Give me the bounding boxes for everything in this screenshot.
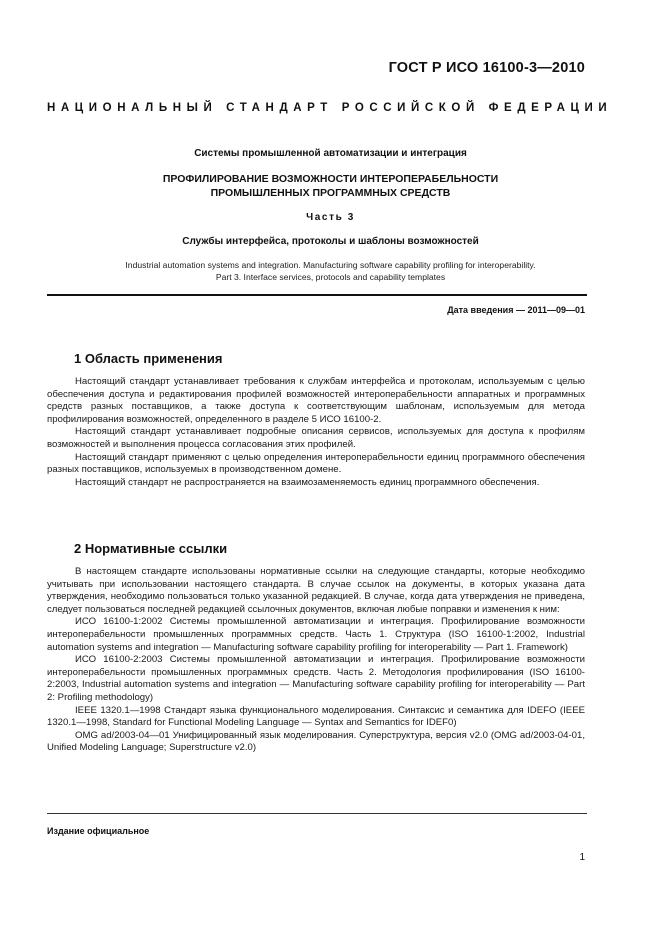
title-english-line2: Part 3. Interface services, protocols and capability templates	[215, 271, 446, 282]
section-2-heading: 2 Нормативные ссылки	[74, 541, 228, 556]
section-2-paragraph: ИСО 16100-2:2003 Системы промышленной автоматизации и интеграция. Профилирование возможности интероперабельности промышленных программных средств. Часть 2. Методология профилирования (ISO 16100-2:2003, Industrial automation systems and integration — Manufacturing software capability profiling for interoperability — Part 2: Profiling methodology)	[47, 654, 585, 703]
national-standard-banner: НАЦИОНАЛЬНЫЙ СТАНДАРТ РОССИЙСКОЙ ФЕДЕРАЦИИ	[47, 102, 613, 114]
title-systems: Системы промышленной автоматизации и интеграция	[194, 148, 467, 159]
page-number: 1	[579, 852, 585, 863]
title-profiling-line2: ПРОМЫШЛЕННЫХ ПРОГРАММНЫХ СРЕДСТВ	[210, 187, 451, 199]
title-divider	[47, 294, 587, 296]
title-part: Часть 3	[306, 212, 355, 223]
title-english-line1: Industrial automation systems and integration. Manufacturing software capability profiling for interoperability.	[125, 260, 536, 270]
standard-code: ГОСТ Р ИСО 16100-3—2010	[388, 60, 585, 76]
section-1-paragraph: Настоящий стандарт не распространяется на взаимозаменяемость единиц программного обеспечения.	[75, 476, 540, 488]
introduction-date: Дата введения — 2011—09—01	[447, 305, 585, 315]
section-1-paragraph: Настоящий стандарт устанавливает подробные описания сервисов, используемых для доступа к профилям возможностей и выполнения процесса согласования этих профилей.	[47, 426, 585, 450]
title-profiling	[0, 172, 661, 200]
section-2-paragraph: В настоящем стандарте использованы нормативные ссылки на следующие стандарты, которые необходимо учитывать при использовании настоящего стандарта. В случае ссылок на документы, в которых указана дата утверждения, необходимо пользоваться только указанной редакцией. В случае, когда дата утверждения не приведена, следует пользоваться последней редакцией ссылочных документов, включая любые поправки и изменения к ним:	[47, 566, 585, 615]
section-1-paragraph: Настоящий стандарт устанавливает требования к службам интерфейса и протоколам, используемым с целью обеспечения доступа и редактирования профилей возможностей интероперабельности аппаратных и программных средств разных поставщиков, а также доступа к соответствующим шаблонам, используемым для метода профилирования возможностей, определенного в разделе 5 ИСО 16100-2.	[47, 376, 585, 425]
section-1-paragraph: Настоящий стандарт применяют с целью определения интероперабельности единиц программного обеспечения разных поставщиков, используемых в производственном домене.	[47, 451, 585, 476]
section-2-paragraph: ИСО 16100-1:2002 Системы промышленной автоматизации и интеграция. Профилирование возможности интероперабельности промышленных программных средств. Часть 1. Структура (ISO 16100-1:2002, Industrial automation systems and integration — Manufacturing software capability profiling for interoperability — Part 1. Framework)	[47, 616, 585, 653]
section-1-heading: 1 Область применения	[74, 351, 223, 366]
section-2-body	[47, 566, 585, 755]
title-services: Службы интерфейса, протоколы и шаблоны возможностей	[182, 236, 479, 247]
title-profiling-line1: ПРОФИЛИРОВАНИЕ ВОЗМОЖНОСТИ ИНТЕРОПЕРАБЕЛЬНОСТИ	[162, 173, 499, 185]
edition-label: Издание официальное	[47, 826, 150, 836]
section-2-paragraph: IEEE 1320.1—1998 Стандарт языка функционального моделирования. Синтаксис и семантика для IDEFO (IEEE 1320.1—1998, Standard for Functional Modeling Language — Syntax and Semantics for IDEF0)	[47, 704, 585, 729]
section-2-paragraph: OMG ad/2003-04—01 Унифицированный язык моделирования. Суперструктура, версия v2.0 (OMG ad/2003-04-01, Unified Modeling Language; Superstructure v2.0)	[47, 729, 585, 754]
title-english	[0, 260, 661, 283]
section-1-body	[47, 376, 585, 489]
footer-divider	[47, 813, 587, 814]
